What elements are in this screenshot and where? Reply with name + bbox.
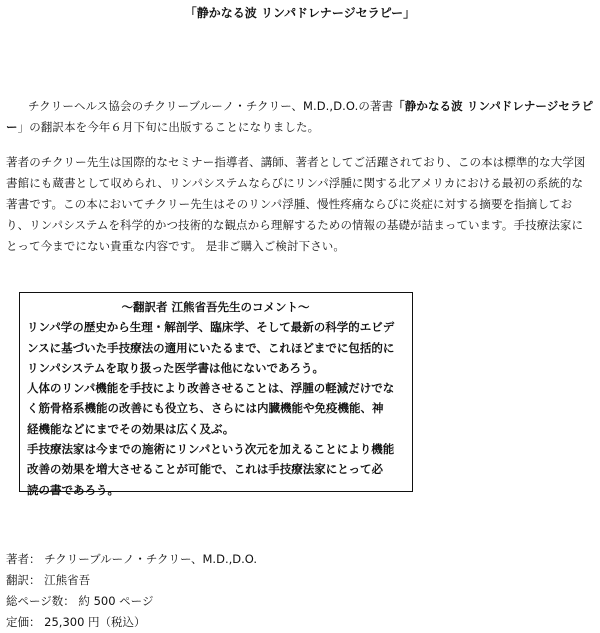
translator-comment-box	[19, 292, 413, 497]
comment-line: 経機能などにまでその効果は広く及ぶ。	[27, 421, 235, 436]
comment-line: 人体のリンパ機能を手技により改善させることは、浮腫の軽減だけでな	[27, 381, 395, 396]
comment-line: 読の書であろう。	[27, 482, 119, 497]
comment-line: 手技療法家は今までの施術にリンパという次元を加えることにより機能	[27, 442, 395, 457]
comment-heading: ～翻訳者 江熊省吾先生のコメント～	[121, 300, 310, 314]
comment-line: 改善の効果を増大させることが可能で、これは手技療法家にとって必	[27, 462, 384, 477]
spec-pages: 総ページ数： 約 500 ページ	[6, 594, 154, 608]
intro-book-title: 「静かなる波 リンパドレナージセラピ	[393, 99, 594, 113]
document-title: 「静かなる波 リンパドレナージセラピー」	[184, 6, 416, 20]
intro-paragraph	[6, 96, 594, 138]
spec-translator: 翻訳： 江熊省吾	[6, 573, 91, 587]
comment-line: リンパシステムを取り扱った医学書は他にないであろう。	[27, 360, 325, 375]
comment-line: ンスに基づいた手技療法の適用にいたるまで、これほどまでに包括的に	[27, 340, 395, 355]
intro-suffix: 」の翻訳本を今年６月下旬に出版することになりました。	[17, 120, 320, 134]
intro-book-title-end: ー	[6, 120, 18, 134]
book-specs	[6, 549, 406, 633]
comment-line: リンパ学の歴史から生理・解剖学、臨床学、そして最新の科学的エビデ	[27, 320, 395, 335]
spec-price: 定価： 25,300 円（税込）	[6, 615, 146, 629]
description-paragraph: 著者のチクリー先生は国際的なセミナー指導者、講師、著者としてご活躍されており、この本は標準的な大学図書館にも蔵書として収められ、リンパシステムならびにリンパ浮腫に関する北アメリカにおける最初の系統的な著書です。この本においてチクリー先生はそのリンパ浮腫、慢性疼痛ならびに炎症に対する摘要を指摘しており、リンパシステムを科学的かつ技術的な観点から理解するための情報の基礎が詰まっています。手技療法家にとって今までにない貴重な内容です。 是非ご購入ご検討下さい。	[6, 155, 586, 253]
intro-prefix: チクリーヘルス協会のチクリーブルーノ・チクリー、M.D.,D.O.の著書	[28, 99, 394, 113]
comment-line: く筋骨格系機能の改善にも役立ち、さらには内臓機能や免疫機能、神	[27, 401, 384, 416]
spec-author: 著者： チクリーブルーノ・チクリー、M.D.,D.O.	[6, 552, 258, 566]
